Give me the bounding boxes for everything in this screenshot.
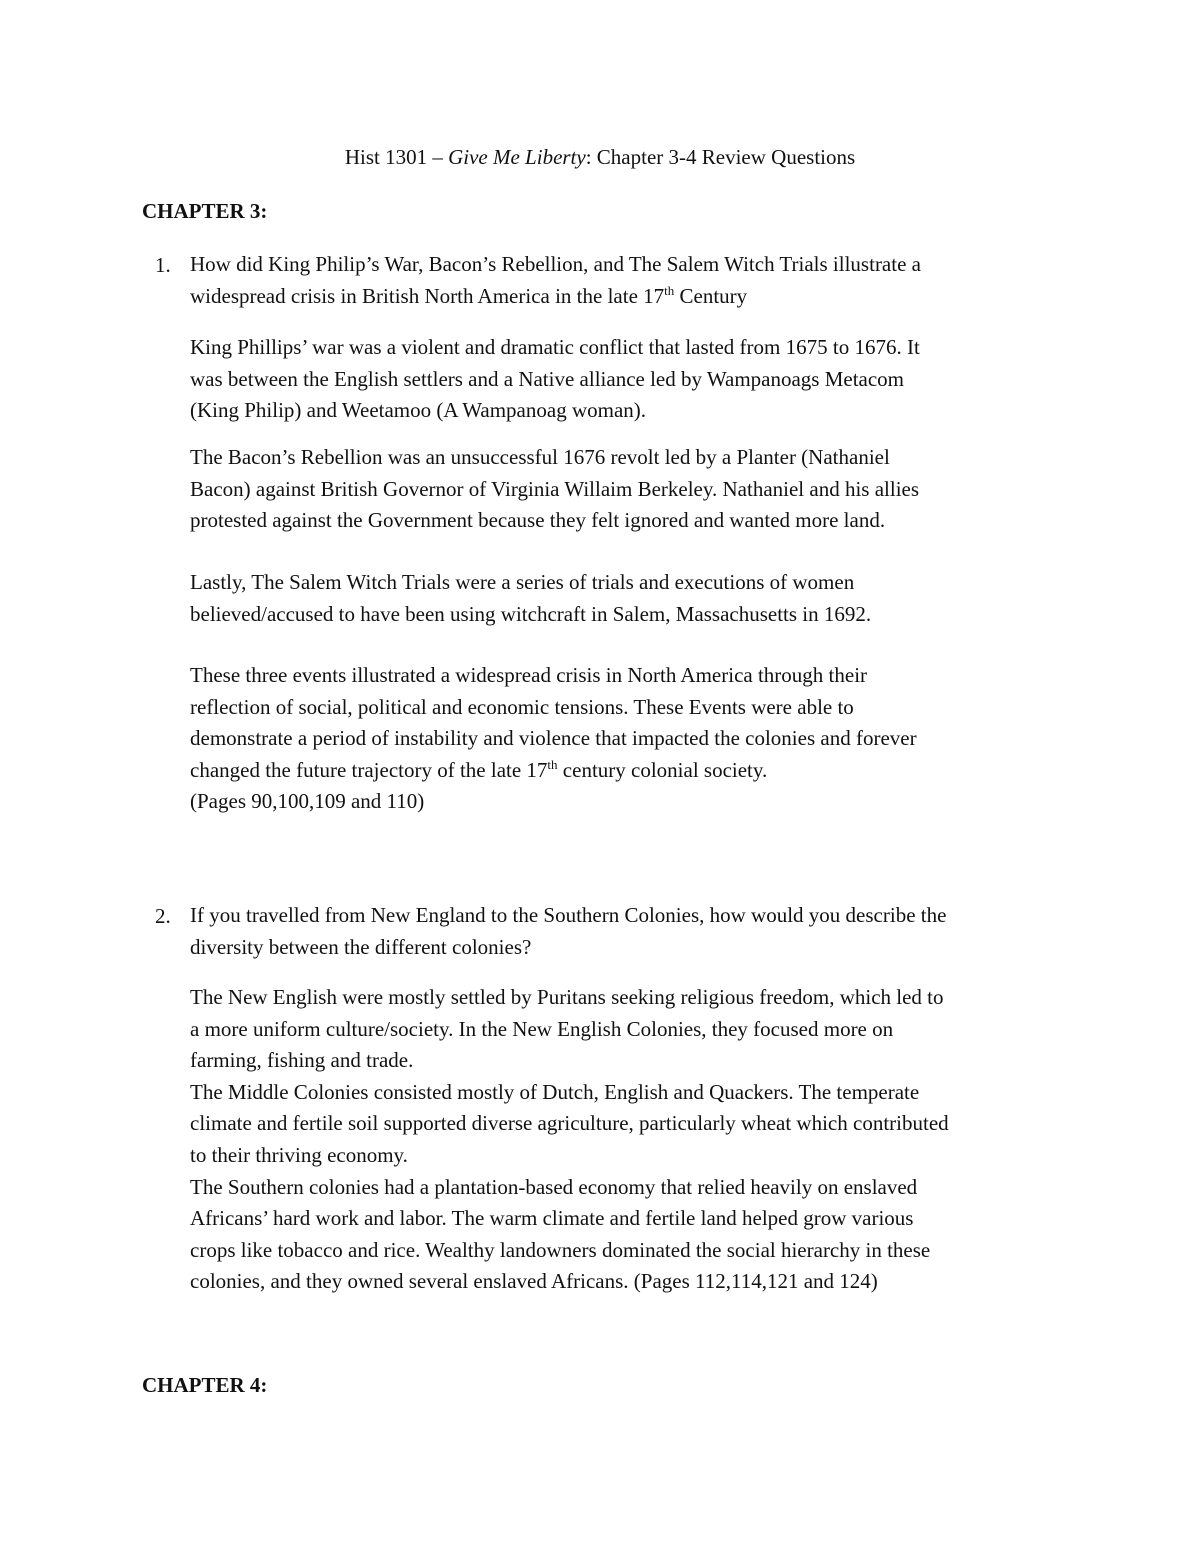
answer-line: to their thriving economy. bbox=[190, 1142, 408, 1167]
answer-1-paragraph-2 bbox=[190, 442, 1070, 537]
answer-line: farming, fishing and trade. bbox=[190, 1048, 414, 1073]
answer-line: These three events illustrated a widespread crisis in North America through their bbox=[190, 663, 868, 687]
chapter-3-heading: CHAPTER 3: bbox=[142, 199, 268, 223]
title-prefix: Hist 1301 – bbox=[344, 145, 449, 169]
answer-line: King Phillips’ war was a violent and dramatic conflict that lasted from 1675 to 1676. It bbox=[190, 335, 920, 359]
answer-line: colonies, and they owned several enslaved Africans. (Pages 112,114,121 and 124) bbox=[190, 1269, 878, 1294]
answer-line: was between the English settlers and a Native alliance led by Wampanoags Metacom bbox=[190, 366, 905, 391]
answer-1-paragraph-1 bbox=[190, 332, 1070, 427]
answer-line: changed the future trajectory of the late 17th century colonial society. bbox=[190, 756, 768, 782]
question-1-line-1: How did King Philip’s War, Bacon’s Rebellion, and The Salem Witch Trials illustrate a bbox=[190, 252, 921, 276]
answer-line: The Southern colonies had a plantation-based economy that relied heavily on enslaved bbox=[190, 1174, 918, 1199]
answer-line: The Bacon’s Rebellion was an unsuccessful 1676 revolt led by a Planter (Nathaniel bbox=[190, 445, 890, 469]
answer-line: The Middle Colonies consisted mostly of Dutch, English and Quackers. The temperate bbox=[190, 1079, 920, 1104]
answer-line: The New English were mostly settled by Puritans seeking religious freedom, which led to bbox=[190, 985, 944, 1009]
answer-1-paragraph-3 bbox=[190, 567, 1070, 630]
answer-1-pages: (Pages 90,100,109 and 110) bbox=[190, 789, 425, 814]
question-2-line-2: diversity between the different colonies? bbox=[190, 934, 532, 959]
answer-line: a more uniform culture/society. In the New English Colonies, they focused more on bbox=[190, 1016, 894, 1041]
question-1-line-2: widespread crisis in British North America in the late 17th Century bbox=[190, 282, 748, 308]
page-title bbox=[0, 143, 1200, 171]
answer-line: protested against the Government because they felt ignored and wanted more land. bbox=[190, 508, 886, 533]
answer-line: demonstrate a period of instability and violence that impacted the colonies and forever bbox=[190, 726, 917, 751]
question-2-line-1: If you travelled from New England to the Southern Colonies, how would you describe the bbox=[190, 903, 947, 927]
answer-line: (King Philip) and Weetamoo (A Wampanoag woman). bbox=[190, 398, 647, 423]
title-book: Give Me Liberty bbox=[448, 145, 586, 169]
answer-1-paragraph-4 bbox=[190, 660, 1070, 818]
answer-line: reflection of social, political and economic tensions. These Events were able to bbox=[190, 694, 854, 719]
answer-line: climate and fertile soil supported diverse agriculture, particularly wheat which contributed bbox=[190, 1111, 949, 1136]
question-1-text bbox=[190, 249, 1070, 312]
answer-2 bbox=[190, 982, 1070, 1298]
answer-line: crops like tobacco and rice. Wealthy landowners dominated the social hierarchy in these bbox=[190, 1237, 931, 1262]
chapter-4-heading: CHAPTER 4: bbox=[142, 1373, 268, 1397]
answer-line: Africans’ hard work and labor. The warm climate and fertile land helped grow various bbox=[190, 1206, 914, 1231]
question-2-number: 2. bbox=[155, 904, 171, 928]
answer-line: Lastly, The Salem Witch Trials were a series of trials and executions of women bbox=[190, 570, 855, 594]
answer-line: Bacon) against British Governor of Virginia Willaim Berkeley. Nathaniel and his allies bbox=[190, 476, 920, 501]
title-suffix: : Chapter 3-4 Review Questions bbox=[585, 145, 856, 169]
answer-line: believed/accused to have been using witchcraft in Salem, Massachusetts in 1692. bbox=[190, 601, 872, 626]
question-2-text bbox=[190, 900, 1070, 963]
question-1-number: 1. bbox=[155, 253, 171, 277]
